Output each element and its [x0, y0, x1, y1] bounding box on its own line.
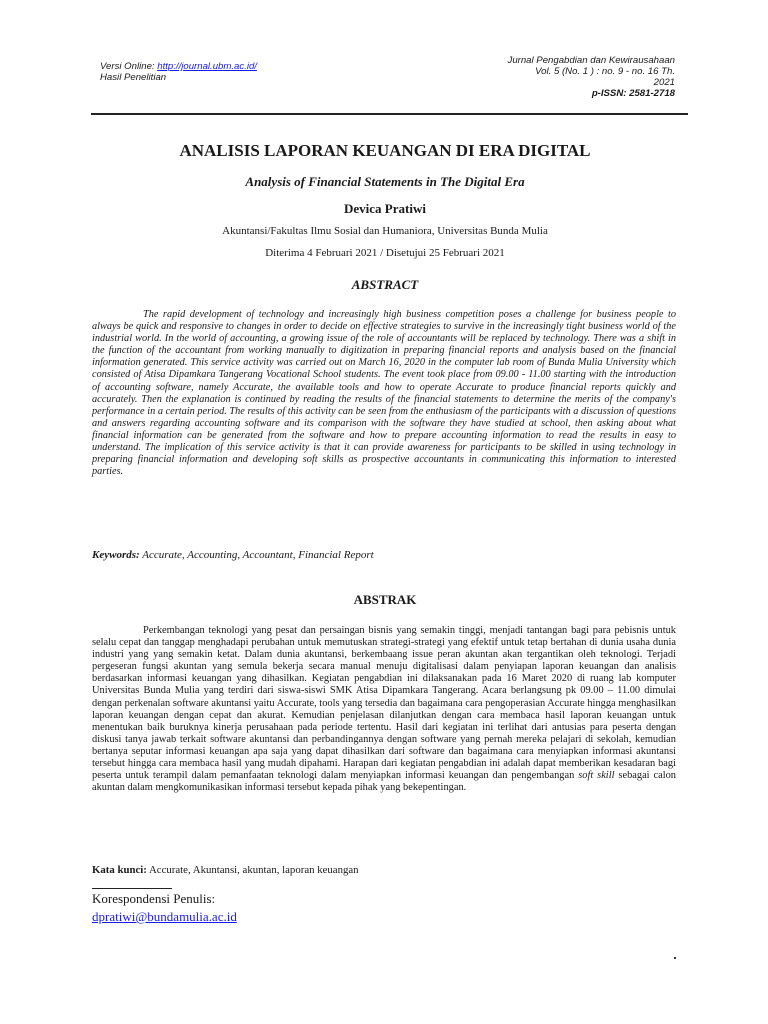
author-affiliation: Akuntansi/Fakultas Ilmu Sosial dan Humaniora, Universitas Bunda Mulia [222, 225, 548, 237]
article-title: ANALISIS LAPORAN KEUANGAN DI ERA DIGITAL [179, 141, 591, 160]
keywords-en-label: Keywords: [92, 549, 140, 561]
article-type: Hasil Penelitian [100, 72, 167, 83]
abstrak-body-part1: Perkembangan teknologi yang pesat dan persaingan bisnis yang semakin tinggi, menjadi tantangan bagi para pebisnis untuk selalu cepat dan tanggap menghadapi perubahan untuk memutuskan strategi-strategi yang efektif untuk tetap bertahan di dunia usaha dunia industri yang yang semakin ketat. Dalam dunia akuntansi, berkembaang issue peran akuntan akan tergantikan oleh teknologi. Terjadi pergeseran fungsi akuntan yang semula bekerja secara manual menuju digitalisasi dalam penyiapan laporan keuangan dan analisis berdasarkan informasi keuangan yang dihasilkan. Kegiatan pengabdian ini dilaksanakan pada 16 Maret 2020 di ruang lab komputer Universitas Bunda Mulia yang terdiri dari siswa-siswi SMK Atisa Dipamkara Tangerang. Acara berlangsung pk 09.00 – 11.00 dimulai dengan perkenalan software akuntansi yaitu Accurate, tools yang tersedia dan bagaimana cara pengoperasian Accurate hingga menghasilkan laporan keuangan dengan cepat dan akurat. Kemudian penjelasan dilanjutkan dengan cara membaca hasil laporan keuangan untuk menentukan baik buruknya kinerja perusahaan pada periode tertentu. Hasil dari kegiatan ini terlihat dari antusias para peserta dengan diskusi tanya jawab terkait software akuntansi dan perbandingannya dengan software yang pernah mereka pelajari di sekolah, kemudian bertanya seputar informasi keuangan apa saja yang dapat dihasilkan dari software dan bagaimana cara menyiapkan informasi akuntansi tersebut hingga cara membaca hasil yang mudah dipahami. Harapan dari kegiatan pengabdian ini adalah dapat memberikan kesadaran bagi peserta untuk terampil dalam pemanfaatan teknologi dalam menyiapkan informasi keuangan dan pengembangan [92, 625, 676, 782]
author-email-link[interactable]: dpratiwi@bundamulia.ac.id [92, 909, 237, 924]
author-name: Devica Pratiwi [344, 201, 426, 216]
page-mark [674, 957, 676, 959]
journal-url-link[interactable]: http://journal.ubm.ac.id/ [157, 61, 257, 72]
header-divider [91, 113, 688, 115]
abstrak-body-italic: soft skill [578, 770, 615, 782]
keywords-en [92, 549, 676, 561]
volume-line: Vol. 5 (No. 1 ) : no. 9 - no. 16 Th. [535, 66, 675, 77]
issn: p-ISSN: 2581-2718 [591, 88, 675, 99]
version-label: Versi Online: [100, 61, 158, 72]
header-left [100, 61, 257, 83]
volume-year: 2021 [653, 77, 675, 88]
keywords-id-label: Kata kunci: [92, 864, 147, 876]
article-subtitle: Analysis of Financial Statements in The Digital Era [245, 174, 525, 189]
abstrak-body-part2: sebagai calon akuntan dalam mengkomunikasikan informasi tersebut kepada pihak yang bekepentingan. [92, 770, 676, 794]
abstract-heading: ABSTRACT [351, 277, 419, 292]
abstrak-heading: ABSTRAK [353, 592, 417, 607]
correspondence-label: Korespondensi Penulis: [92, 891, 216, 906]
footnote-divider [92, 888, 172, 889]
keywords-id [92, 864, 676, 876]
abstract-body: The rapid development of technology and increasingly high business competition poses a challenge for business people to always be quick and responsive to changes in order to decide on effective strategies to survive in the increasingly tight business world of the industrial world. In the world of accounting, a growing issue of the role of accountants will be replaced by technology. There was a shift in the function of the accountant from working manually to digitization in preparing financial reports and analysis based on the financial information generated. This service activity was carried out on March 16, 2020 in the computer lab room of Bunda Mulia University which consisted of Atisa Dipamkara Tangerang Vocational School students. The event took place from 09.00 - 11.00 starting with the introduction of accounting software, namely Accurate, the available tools and how to operate Accurate to produce financial reports quickly and accurately. Then the explanation is continued by reading the results of the financial statements to determine the merits of the company's performance in a certain period. The results of this activity can be seen from the enthusiasm of the participants with a discussion of questions and answers regarding accounting software and its comparison with the software they have studied at school, then asking about what financial information can be generated from the software and how to prepare accounting information to read the results in easy to understand. The implication of this service activity is that it can provide awareness for participants to be skilled in using technology in preparing financial information and developing soft skills as prospective accountants in communicating this information to interested parties. [92, 309, 676, 478]
keywords-en-values: Accurate, Accounting, Accountant, Financial Report [139, 549, 374, 561]
journal-name: Jurnal Pengabdian dan Kewirausahaan [507, 55, 675, 66]
submission-dates: Diterima 4 Februari 2021 / Disetujui 25 Februari 2021 [265, 247, 505, 259]
keywords-id-values: Accurate, Akuntansi, akuntan, laporan keuangan [146, 864, 359, 876]
header-right [508, 55, 675, 99]
abstrak-body [92, 625, 676, 794]
